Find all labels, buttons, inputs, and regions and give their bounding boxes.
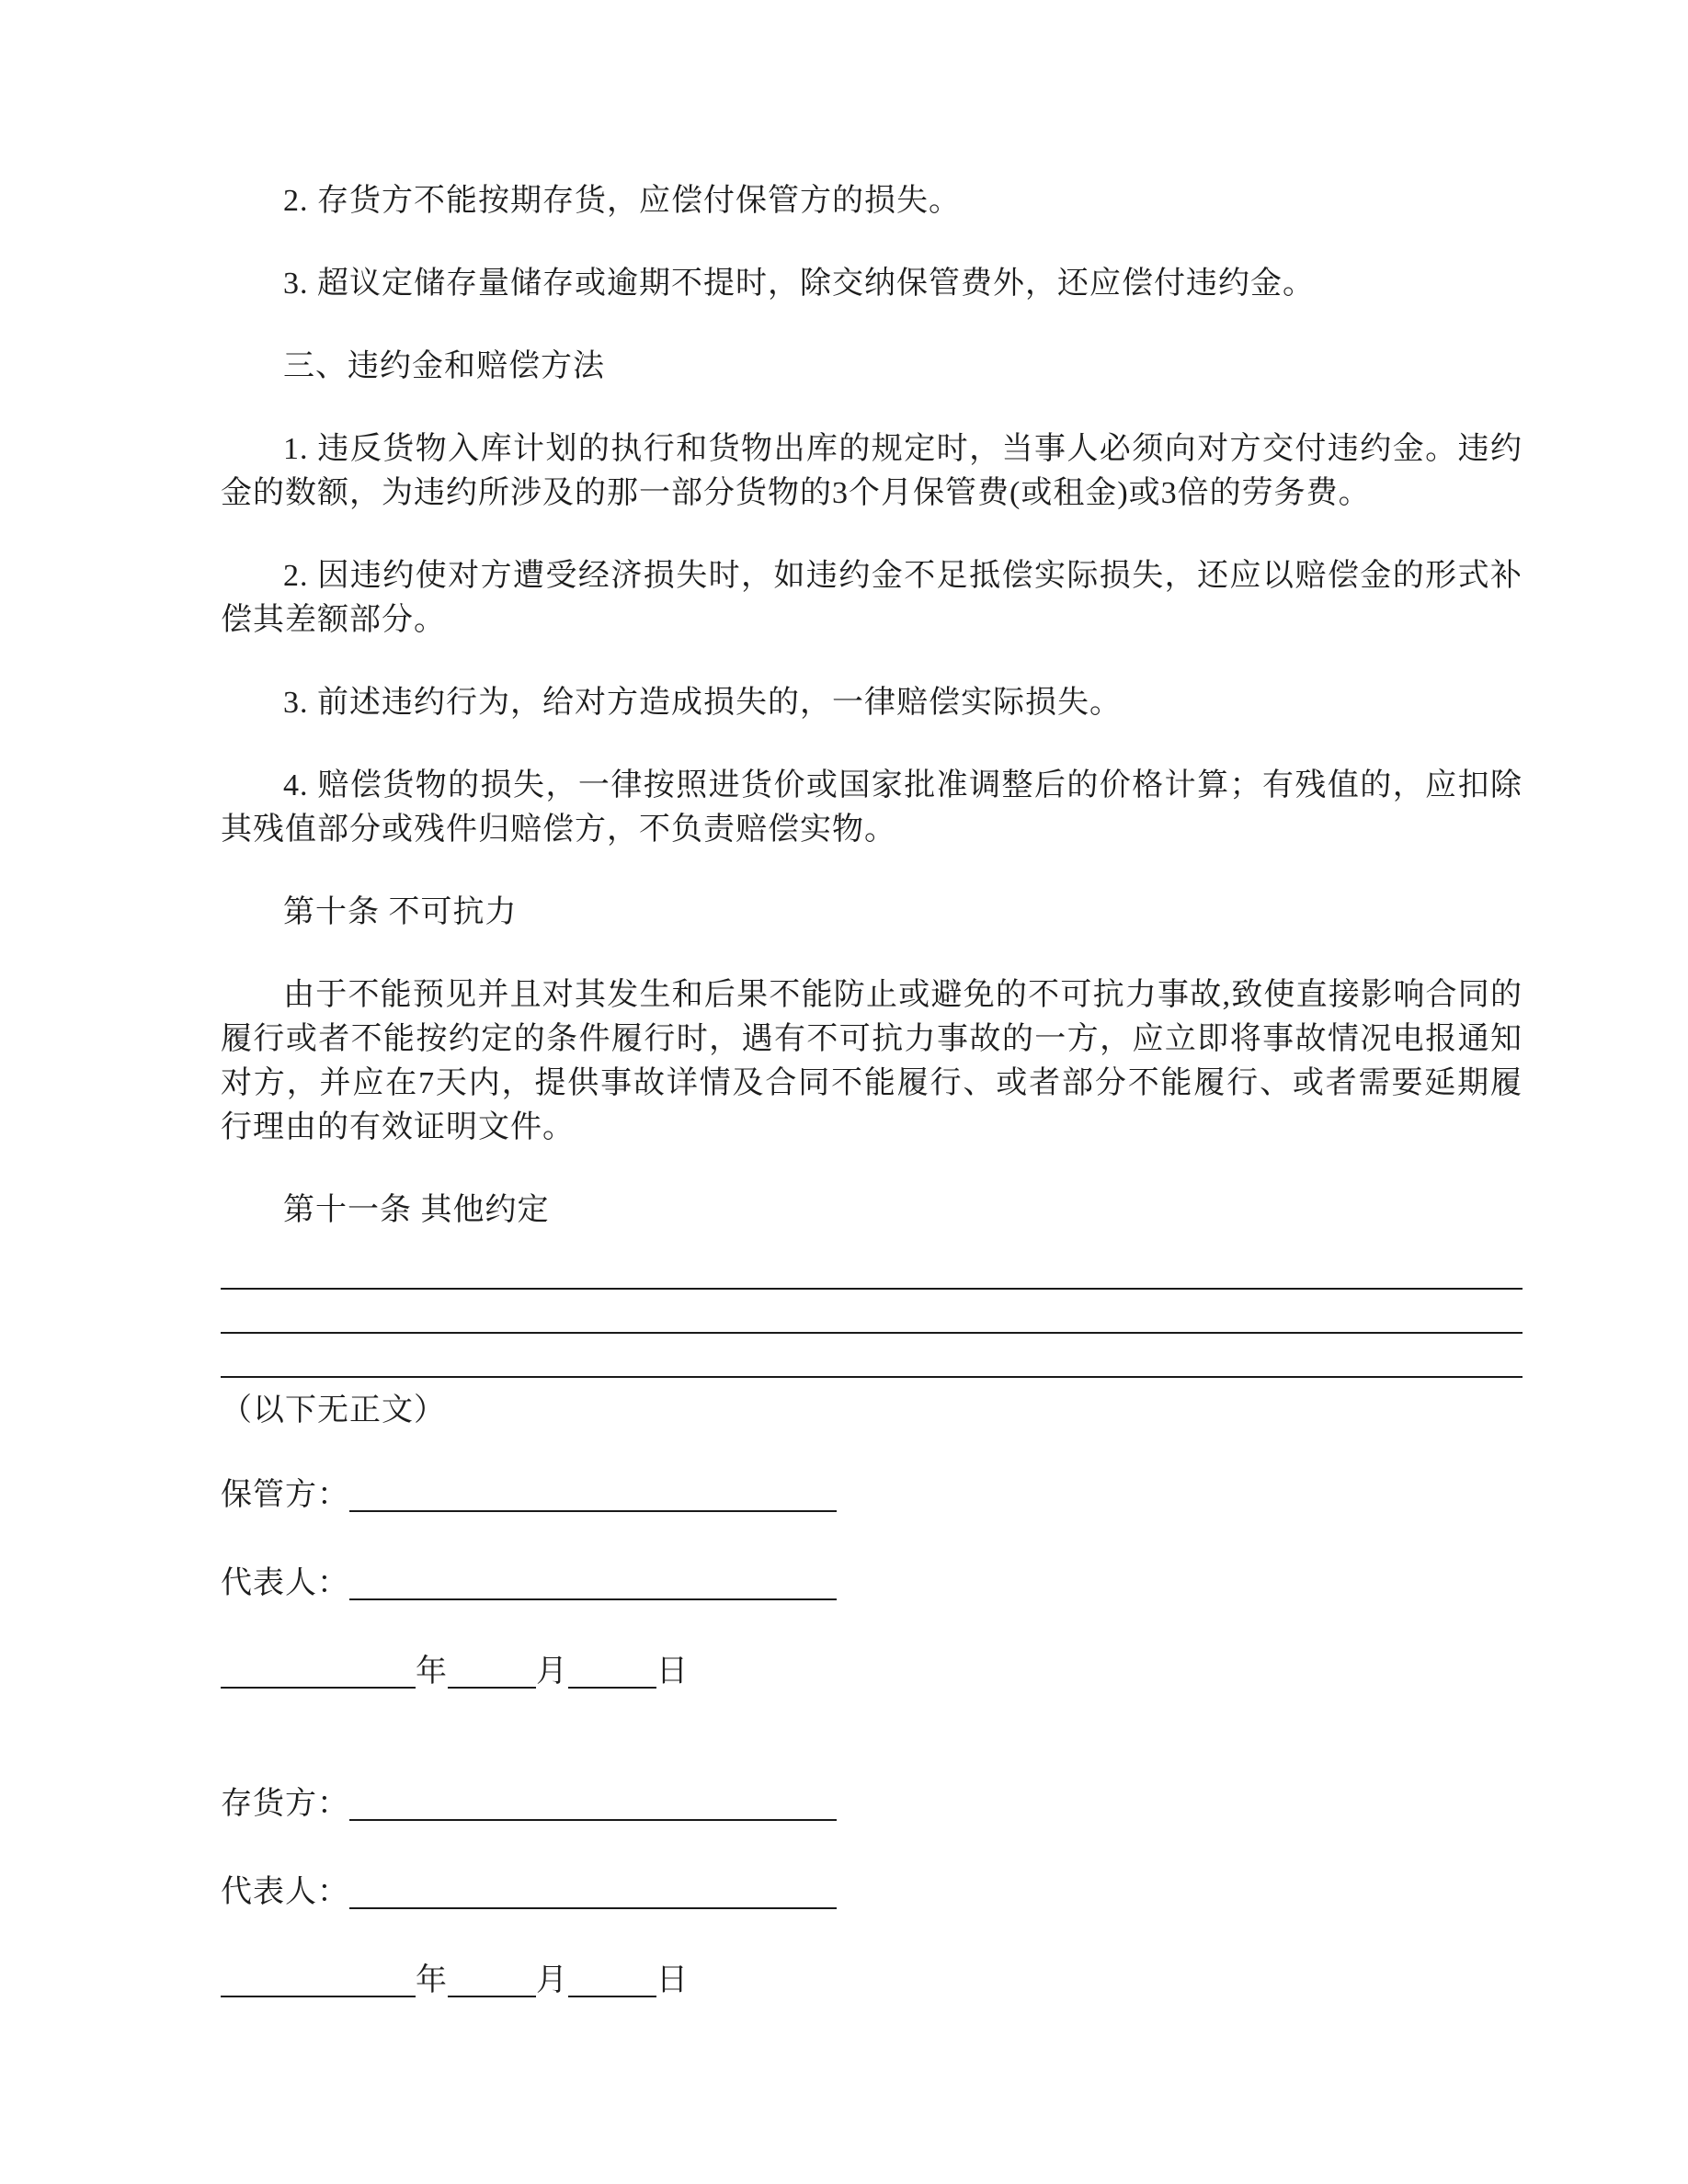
keeper-date-row [221, 1650, 1523, 1694]
keeper-party-label: 保管方： [221, 1478, 349, 1512]
depositor-month-blank [448, 1961, 536, 1997]
depositor-year-blank [221, 1961, 416, 1997]
contract-paragraph: 4. 赔偿货物的损失，一律按照进货价或国家批准调整后的价格计算；有残值的，应扣除其残值部分或残件归赔偿方，不负责赔偿实物。 [221, 768, 1523, 847]
depositor-representative-row [221, 1871, 1523, 1915]
depositor-name-blank [349, 1784, 837, 1821]
keeper-day-blank [568, 1652, 656, 1689]
depositor-month-label: 月 [536, 1963, 568, 1997]
keeper-year-blank [221, 1652, 416, 1689]
depositor-party-label: 存货方： [221, 1787, 349, 1821]
contract-paragraph: 3. 前述违约行为，给对方造成损失的，一律赔偿实际损失。 [283, 686, 1122, 720]
keeper-day-label: 日 [656, 1655, 689, 1689]
depositor-party-row [221, 1782, 1523, 1826]
keeper-month-blank [448, 1652, 536, 1689]
depositor-representative-blank [349, 1872, 837, 1909]
depositor-day-label: 日 [656, 1963, 689, 1997]
depositor-date-row [221, 1959, 1523, 2003]
contract-paragraph: 2. 因违约使对方遭受经济损失时，如违约金不足抵偿实际损失，还应以赔偿金的形式补偿其差额部分。 [221, 559, 1523, 637]
keeper-party-row [221, 1473, 1523, 1518]
keeper-representative-row [221, 1562, 1523, 1606]
other-terms-blank-lines [221, 1246, 1523, 1378]
blank-rule-line [221, 1290, 1523, 1334]
section-heading-penalty: 三、违约金和赔偿方法 [283, 349, 605, 383]
contract-paragraph: 1. 违反货物入库计划的执行和货物出库的规定时，当事人必须向对方交付违约金。违约金的数额，为违约所涉及的那一部分货物的3个月保管费(或租金)或3倍的劳务费。 [221, 432, 1523, 510]
closing-note: （以下无正文） [221, 1393, 446, 1428]
section-heading-force-majeure: 第十条 不可抗力 [283, 895, 518, 929]
keeper-representative-blank [349, 1564, 837, 1600]
keeper-signature-block [221, 1473, 1523, 1694]
keeper-name-blank [349, 1475, 837, 1512]
depositor-representative-label: 代表人： [221, 1875, 349, 1909]
depositor-signature-block [221, 1782, 1523, 2003]
keeper-year-label: 年 [416, 1655, 448, 1689]
section-heading-other-terms: 第十一条 其他约定 [283, 1193, 550, 1227]
contract-paragraph: 2. 存货方不能按期存货，应偿付保管方的损失。 [283, 184, 961, 218]
blank-rule-line [221, 1246, 1523, 1290]
depositor-day-blank [568, 1961, 656, 1997]
keeper-representative-label: 代表人： [221, 1566, 349, 1600]
keeper-month-label: 月 [536, 1655, 568, 1689]
blank-rule-line [221, 1334, 1523, 1378]
contract-paragraph: 由于不能预见并且对其发生和后果不能防止或避免的不可抗力事故,致使直接影响合同的履行或者不能按约定的条件履行时，遇有不可抗力事故的一方，应立即将事故情况电报通知对方，并应在7天内，提供事故详情及合同不能履行、或者部分不能履行、或者需要延期履行理由的有效证明文件。 [221, 978, 1523, 1144]
contract-paragraph: 3. 超议定储存量储存或逾期不提时，除交纳保管费外，还应偿付违约金。 [283, 267, 1315, 301]
depositor-year-label: 年 [416, 1963, 448, 1997]
